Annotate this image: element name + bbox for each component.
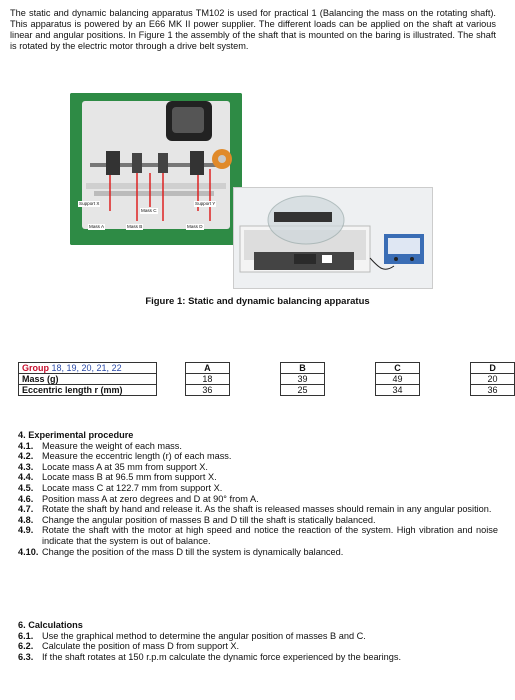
table-cell: 34 [376, 385, 420, 396]
table-cell: 36 [185, 385, 229, 396]
table-cell: 49 [376, 374, 420, 385]
calculations-section [18, 620, 498, 662]
label-support-y: Support Y [195, 201, 216, 206]
procedure-section [18, 430, 498, 557]
header-d: D [471, 363, 515, 374]
list-item: 4.1. Measure the weight of each mass. [18, 440, 182, 451]
label-support-x: Support X [79, 201, 100, 206]
group-cell [19, 363, 157, 374]
table-cell: 25 [281, 385, 325, 396]
header-c: C [376, 363, 420, 374]
label-mass-d: Mass D [187, 224, 203, 229]
figure-1 [70, 93, 440, 293]
label-mass-a: Mass A [89, 224, 105, 229]
calculations-title: 6. Calculations [18, 620, 83, 630]
label-mass-c: Mass C [141, 208, 157, 213]
table-cell: 18 [185, 374, 229, 385]
group-values: 18, 19, 20, 21, 22 [51, 363, 122, 373]
apparatus-image [234, 188, 432, 288]
row-label: Eccentric length r (mm) [19, 385, 157, 396]
header-a: A [185, 363, 229, 374]
list-item: 4.2. Measure the eccentric length (r) of each mass. [18, 451, 232, 462]
table-cell: 39 [281, 374, 325, 385]
list-item: 4.6. Position mass A at zero degrees and D at 90° from A. [18, 493, 259, 504]
list-item: 4.10. Change the position of the mass D till the system is dynamically balanced. [18, 546, 344, 557]
table-row [19, 374, 515, 385]
procedure-title: 4. Experimental procedure [18, 430, 134, 440]
list-item: 6.1. Use the graphical method to determine the angular position of masses B and C. [18, 630, 366, 641]
table-cell: 20 [471, 374, 515, 385]
row-label: Mass (g) [19, 374, 157, 385]
shaft-assembly-photo [70, 93, 242, 245]
list-item: 4.3. Locate mass A at 35 mm from support X. [18, 461, 208, 472]
label-mass-b: Mass B [127, 224, 143, 229]
list-item: 4.7. Rotate the shaft by hand and release it. As the shaft is released masses should remain in any angular position. [18, 504, 492, 515]
table-cell: 36 [471, 385, 515, 396]
list-item: 4.9. Rotate the shaft with the motor at high speed and notice the reaction of the system. High vibration and noise indicate that the system is out of balance. [18, 525, 498, 546]
list-item: 4.8. Change the angular position of masses B and D till the shaft is statically balanced. [18, 514, 376, 525]
figure-caption: Figure 1: Static and dynamic balancing apparatus [145, 296, 370, 307]
intro-paragraph: The static and dynamic balancing apparatus TM102 is used for practical 1 (Balancing the mass on the rotating shaft). This apparatus is powered by an E66 MK II power supplier. The different loads can be applied on the shaft at various linear and angular positions. In Figure 1 the assembly of the shaft that is mounted on the baring is illustrated. The shaft is rotated by the electric motor through a drive belt system. [10, 8, 496, 51]
table-header-row [19, 363, 515, 374]
header-b: B [281, 363, 325, 374]
list-item: 4.4. Locate mass B at 96.5 mm from support X. [18, 472, 217, 483]
table-row [19, 385, 515, 396]
list-item: 6.2. Calculate the position of mass D from support X. [18, 641, 240, 652]
group-data-table [18, 362, 515, 396]
group-label: Group [22, 363, 49, 373]
shaft-assembly-image [70, 93, 242, 245]
list-item: 6.3. If the shaft rotates at 150 r.p.m calculate the dynamic force experienced by the bearings. [18, 651, 402, 662]
list-item: 4.5. Locate mass C at 122.7 mm from support X. [18, 482, 223, 493]
apparatus-photo [233, 187, 433, 289]
